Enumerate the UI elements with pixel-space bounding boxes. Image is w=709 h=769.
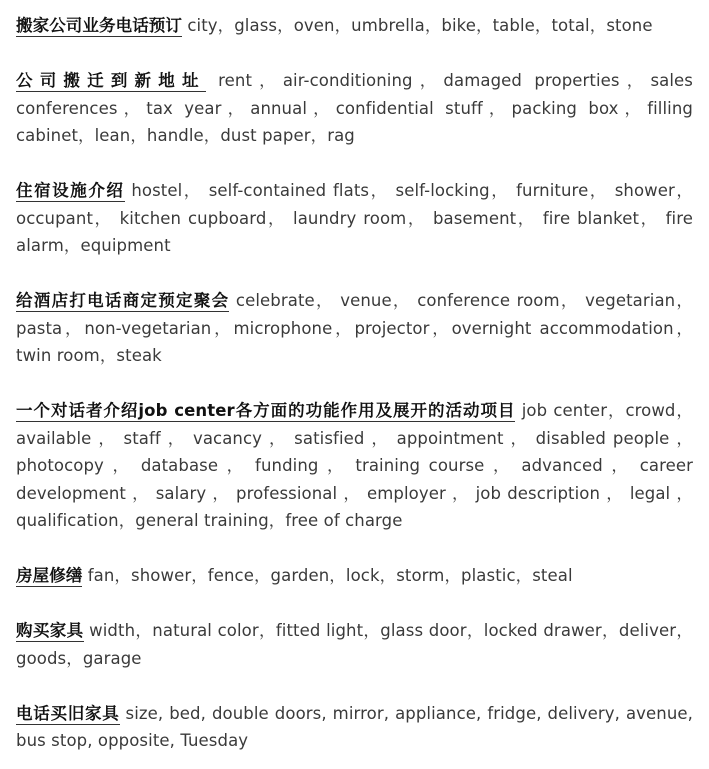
vocabulary-list: hostel， self-contained flats， self-locking， furniture， shower， occupant， kitchen cupboard， laundry room， basement， fire blanket， fire alarm，equipment	[16, 181, 693, 255]
vocabulary-list: city，glass，oven，umbrella，bike，table，total，stone	[182, 16, 653, 35]
vocabulary-list: fan，shower，fence，garden，lock，storm，plastic，steal	[82, 566, 573, 585]
section-house-repair	[16, 562, 693, 590]
section-hotel-party-booking	[16, 287, 693, 370]
section-heading: 房屋修缮	[16, 566, 83, 585]
vocabulary-list: size, bed, double doors, mirror, appliance, fridge, delivery, avenue, bus stop, opposite, Tuesday	[16, 703, 693, 750]
vocabulary-list: width，natural color，fitted light，glass door，locked drawer，deliver，goods，garage	[16, 621, 693, 668]
section-job-center-introduction	[16, 397, 693, 535]
section-heading: 购买家具	[16, 621, 84, 640]
vocabulary-list: celebrate， venue， conference room， vegetarian， pasta，non-vegetarian，microphone，projector，overnight accommodation，twin room，steak	[16, 291, 694, 365]
section-heading: 公司搬迁到新地址	[16, 71, 206, 90]
section-moving-company-booking	[16, 12, 693, 40]
section-heading: 住宿设施介绍	[16, 181, 125, 200]
section-company-relocation	[16, 67, 693, 150]
section-heading: 一个对话者介绍job center各方面的功能作用及展开的活动项目	[16, 401, 516, 420]
section-heading: 搬家公司业务电话预订	[16, 16, 182, 35]
vocabulary-list: job center，crowd，available ， staff ， vacancy ， satisfied ， appointment ， disabled people ， photocopy ， database ， funding ， training course ， advanced ， career development ， salary ， professional ， employer ， job description ， legal ， qualification，general training，free of charge	[16, 401, 693, 530]
section-phone-used-furniture	[16, 700, 693, 755]
section-buying-furniture	[16, 617, 693, 672]
section-heading: 电话买旧家具	[16, 703, 120, 723]
vocabulary-list: rent，air-conditioning，damaged properties，sales conferences，tax year，annual，confidential stuff，packing box，filling cabinet，lean，handle，dust paper，rag	[16, 71, 693, 145]
section-heading: 给酒店打电话商定预定聚会	[16, 291, 230, 310]
section-accommodation-facilities	[16, 177, 693, 260]
